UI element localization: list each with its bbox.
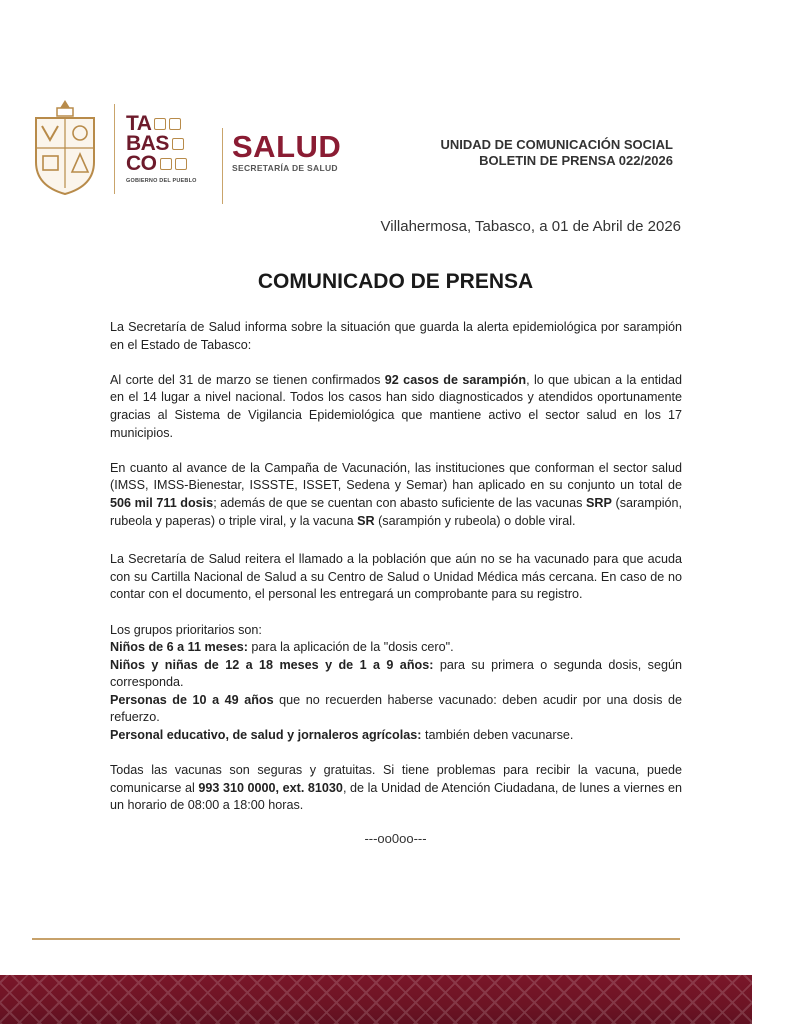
paragraph-cases: Al corte del 31 de marzo se tienen confirmados 92 casos de sarampión, lo que ubican a la entidad en el 14 lugar a nivel nacional. Todos los casos han sido diagnosticados y atendidos oportunamente gracias al Sistema de Vigilancia Epidemiológica que mantiene activo el sector salud en los 17 municipios. [110, 372, 682, 440]
logo-divider [114, 104, 115, 194]
header-logos [30, 96, 350, 200]
paragraph-vaccination: En cuanto al avance de la Campaña de Vacunación, las instituciones que conforman el sector salud (IMSS, IMSS-Bienestar, ISSSTE, ISSET, Sedena y Semar) han aplicado en su conjunto un total de 506 mil 711 dosis; además de que se cuentan con abasto suficiente de las vacunas SRP (sarampión, rubeola y paperas) o triple viral, y la vacuna SR (sarampión y rubeola) o doble viral. [110, 460, 683, 528]
group-item: Niños y niñas de 12 a 18 meses y de 1 a 9 años: para su primera o segunda dosis, según corresponda. [110, 657, 682, 690]
salud-logo [232, 129, 342, 173]
glyph-icon [169, 118, 181, 130]
dateline: Villahermosa, Tabasco, a 01 de Abril de 2026 [380, 218, 681, 235]
paragraph-intro: La Secretaría de Salud informa sobre la situación que guarda la alerta epidemiológica por sarampión en el Estado de Tabasco: [110, 320, 682, 352]
salud-logo-title: SALUD [232, 129, 342, 164]
tabasco-logo-line2: BAS [126, 132, 169, 155]
group-item: Niños de 6 a 11 meses: para la aplicación de la "dosis cero". [110, 640, 454, 655]
bulletin-number: BOLETIN DE PRENSA 022/2026 [479, 153, 673, 168]
glyph-icon [175, 158, 187, 170]
glyph-icon [172, 138, 184, 150]
salud-logo-subtitle: SECRETARÍA DE SALUD [232, 163, 338, 173]
tabasco-logo-line1: TA [126, 112, 152, 135]
group-item: Personal educativo, de salud y jornaleros agrícolas: también deben vacunarse. [110, 728, 574, 743]
paragraph-call-to-action: La Secretaría de Salud reitera el llamado a la población que aún no se ha vacunado para que acuda con su Cartilla Nacional de Salud a su Centro de Salud o Unidad Médica más cercana. En caso de no contar con el documento, el personal les entregará un comprobante para su registro. [110, 552, 682, 602]
document-body [110, 319, 682, 815]
bulletin-header [440, 137, 673, 169]
group-item: Personas de 10 a 49 años que no recuerden haberse vacunado: deben acudir por una dosis de refuerzo. [110, 692, 682, 725]
state-coat-of-arms-icon [30, 96, 100, 196]
glyph-icon [160, 158, 172, 170]
tabasco-logo-tagline: GOBIERNO DEL PUEBLO [126, 178, 197, 184]
tabasco-logo-line3: CO [126, 152, 157, 175]
closing-mark: ---oo0oo--- [364, 831, 427, 846]
tabasco-logo [126, 114, 210, 200]
footer-band [0, 975, 752, 1024]
paragraph-contact: Todas las vacunas son seguras y gratuitas. Si tiene problemas para recibir la vacuna, puede comunicarse al 993 310 0000, ext. 81030, de la Unidad de Atención Ciudadana, de lunes a viernes en un horario de 08:00 a 18:00 horas. [110, 763, 682, 813]
unit-name: UNIDAD DE COMUNICACIÓN SOCIAL [440, 137, 673, 152]
glyph-icon [154, 118, 166, 130]
groups-intro: Los grupos prioritarios son: [110, 622, 262, 637]
logo-divider [222, 128, 223, 204]
footer-divider [32, 938, 680, 940]
page-title: COMUNICADO DE PRENSA [257, 270, 534, 293]
